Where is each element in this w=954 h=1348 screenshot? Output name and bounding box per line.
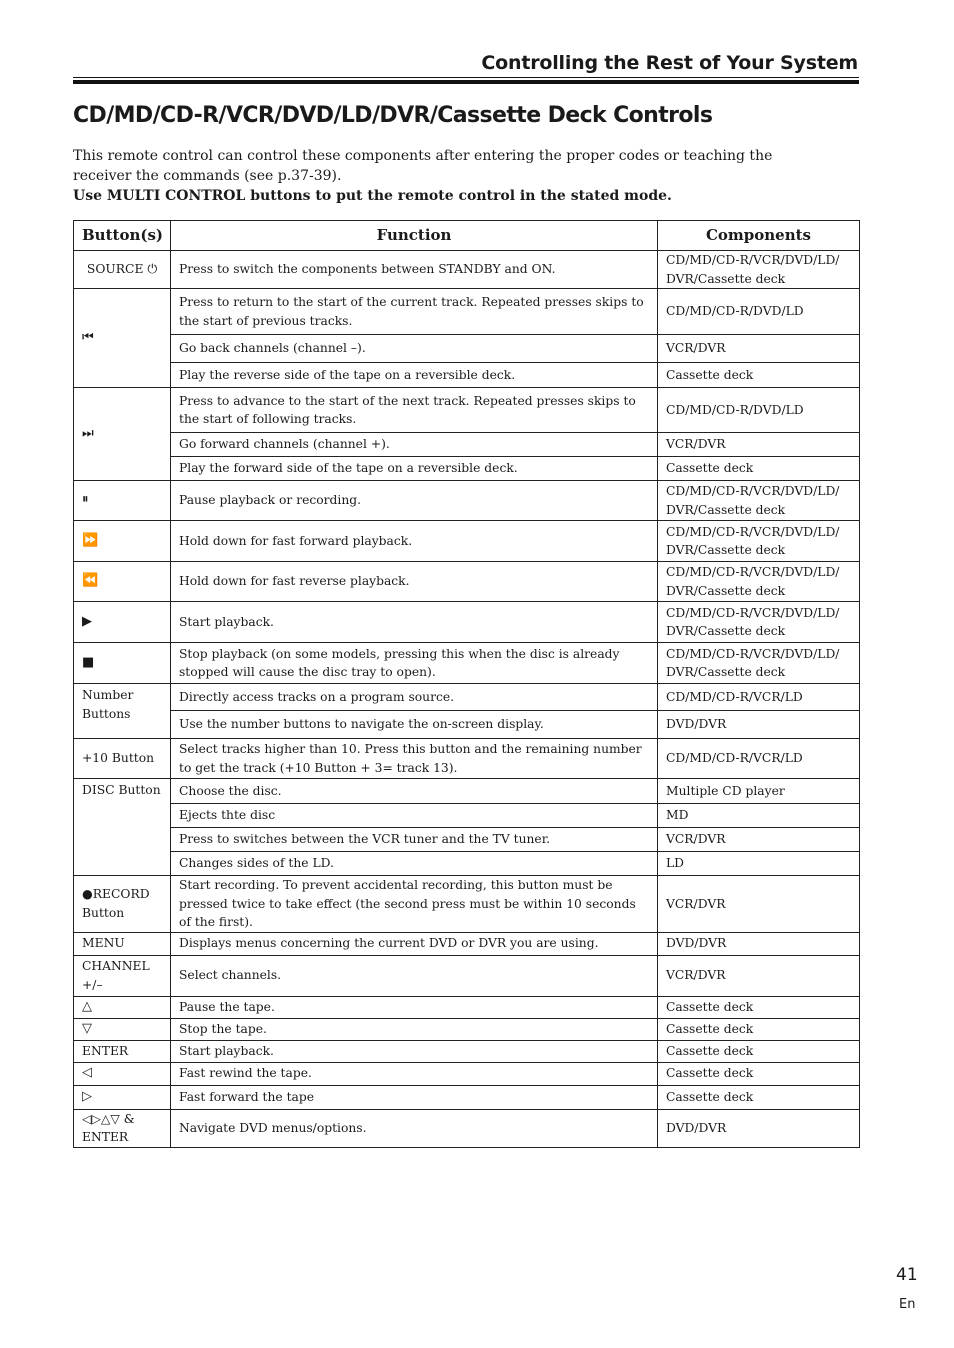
page-language: En [899,1297,916,1312]
table-row [74,481,860,521]
button-cell: DISC Button [74,779,171,876]
table-row [74,711,860,739]
button-cell: Number Buttons [74,684,171,739]
running-header-title: Controlling the Rest of Your System [481,52,858,74]
components-cell: CD/MD/CD-R/VCR/DVD/LD/ DVR/Cassette deck [658,643,860,684]
components-cell: DVD/DVR [658,932,860,955]
components-cell: Cassette deck [658,457,860,481]
button-cell: ●RECORD Button [74,876,171,933]
table-header-row [74,221,860,251]
table-row [74,521,860,562]
table-row [74,335,860,363]
components-cell: VCR/DVR [658,433,860,457]
components-cell: Cassette deck [658,363,860,388]
table-row [74,828,860,852]
table-row [74,643,860,684]
header-rule-thin [73,77,859,78]
function-cell: Select tracks higher than 10. Press this button and the remaining number to get the track (+10 Button + 3= track 13). [171,739,658,779]
table-row [74,363,860,388]
function-cell: Fast forward the tape [171,1085,658,1109]
components-cell: Multiple CD player [658,779,860,804]
function-cell: Hold down for fast reverse playback. [171,562,658,602]
function-cell: Hold down for fast forward playback. [171,521,658,562]
button-cell: ◁ [74,1062,171,1085]
function-cell: Play the reverse side of the tape on a reversible deck. [171,363,658,388]
components-cell: Cassette deck [658,1040,860,1062]
table-row [74,457,860,481]
function-cell: Ejects thte disc [171,804,658,828]
function-cell: Pause playback or recording. [171,481,658,521]
components-cell: Cassette deck [658,996,860,1018]
page-number: 41 [896,1265,918,1285]
table-row [74,779,860,804]
function-cell: Press to advance to the start of the next track. Repeated presses skips to the start of following tracks. [171,388,658,433]
function-cell: Start playback. [171,602,658,643]
button-cell: ▽ [74,1018,171,1040]
components-cell: Cassette deck [658,1018,860,1040]
components-cell: CD/MD/CD-R/VCR/DVD/LD/ DVR/Cassette deck [658,521,860,562]
function-cell: Start playback. [171,1040,658,1062]
table-row [74,289,860,335]
button-cell: ■ [74,643,171,684]
header-rule-thick [73,80,859,84]
components-cell: CD/MD/CD-R/VCR/DVD/LD/ DVR/Cassette deck [658,562,860,602]
intro-instruction: Use MULTI CONTROL buttons to put the remote control in the stated mode. [73,188,672,204]
table-row [74,562,860,602]
table-row [74,1018,860,1040]
intro-paragraph: This remote control can control these components after entering the proper codes or teaching the receiver the commands (see p.37-39). [73,148,773,184]
function-cell: Stop the tape. [171,1018,658,1040]
function-cell: Press to return to the start of the current track. Repeated presses skips to the start of previous tracks. [171,289,658,335]
button-cell: SOURCE ⏻ [74,251,171,289]
function-cell: Displays menus concerning the current DVD or DVR you are using. [171,932,658,955]
function-cell: Directly access tracks on a program source. [171,684,658,711]
button-cell: ⏭ [74,388,171,481]
components-cell: DVD/DVR [658,1109,860,1147]
components-cell: CD/MD/CD-R/VCR/DVD/LD/ DVR/Cassette deck [658,602,860,643]
components-cell: VCR/DVR [658,828,860,852]
section-title: CD/MD/CD-R/VCR/DVD/LD/DVR/Cassette Deck Controls [73,103,713,128]
components-cell: CD/MD/CD-R/VCR/DVD/LD/ DVR/Cassette deck [658,251,860,289]
button-cell: MENU [74,932,171,955]
function-cell: Start recording. To prevent accidental recording, this button must be pressed twice to take effect (the second press must be within 10 seconds of the first). [171,876,658,933]
components-cell: VCR/DVR [658,955,860,996]
button-cell: ◁▷△▽ & ENTER [74,1109,171,1147]
button-cell: +10 Button [74,739,171,779]
table-row [74,739,860,779]
components-cell: MD [658,804,860,828]
button-cell: ⏩ [74,521,171,562]
table-row [74,996,860,1018]
function-cell: Go forward channels (channel +). [171,433,658,457]
header-components: Components [658,221,860,251]
button-cell: ▶ [74,602,171,643]
components-cell: CD/MD/CD-R/VCR/DVD/LD/ DVR/Cassette deck [658,481,860,521]
components-cell: LD [658,852,860,876]
table-row [74,932,860,955]
components-cell: CD/MD/CD-R/VCR/LD [658,739,860,779]
button-cell: ⏪ [74,562,171,602]
table-row [74,1109,860,1147]
components-cell: CD/MD/CD-R/DVD/LD [658,388,860,433]
button-cell: ⏮ [74,289,171,388]
table-row [74,433,860,457]
table-row [74,388,860,433]
components-cell: Cassette deck [658,1062,860,1085]
components-cell: DVD/DVR [658,711,860,739]
function-cell: Pause the tape. [171,996,658,1018]
components-cell: Cassette deck [658,1085,860,1109]
function-cell: Stop playback (on some models, pressing this when the disc is already stopped will cause the disc tray to open). [171,643,658,684]
table-row [74,876,860,933]
components-cell: CD/MD/CD-R/VCR/LD [658,684,860,711]
function-cell: Choose the disc. [171,779,658,804]
components-cell: CD/MD/CD-R/DVD/LD [658,289,860,335]
function-cell: Select channels. [171,955,658,996]
controls-table [73,220,860,1148]
button-cell: CHANNEL +/– [74,955,171,996]
table-row [74,684,860,711]
table-body [74,251,860,1148]
function-cell: Press to switches between the VCR tuner and the TV tuner. [171,828,658,852]
table-row [74,955,860,996]
header-function: Function [171,221,658,251]
table-row [74,852,860,876]
table-row [74,804,860,828]
header-buttons: Button(s) [74,221,171,251]
table-row [74,1040,860,1062]
function-cell: Go back channels (channel –). [171,335,658,363]
function-cell: Press to switch the components between STANDBY and ON. [171,251,658,289]
table-row [74,602,860,643]
button-cell: △ [74,996,171,1018]
components-cell: VCR/DVR [658,876,860,933]
function-cell: Use the number buttons to navigate the on-screen display. [171,711,658,739]
button-cell: ▷ [74,1085,171,1109]
function-cell: Navigate DVD menus/options. [171,1109,658,1147]
components-cell: VCR/DVR [658,335,860,363]
table-row [74,1062,860,1085]
function-cell: Fast rewind the tape. [171,1062,658,1085]
function-cell: Play the forward side of the tape on a reversible deck. [171,457,658,481]
table-row [74,251,860,289]
function-cell: Changes sides of the LD. [171,852,658,876]
button-cell: ENTER [74,1040,171,1062]
table-row [74,1085,860,1109]
button-cell: ⏸ [74,481,171,521]
